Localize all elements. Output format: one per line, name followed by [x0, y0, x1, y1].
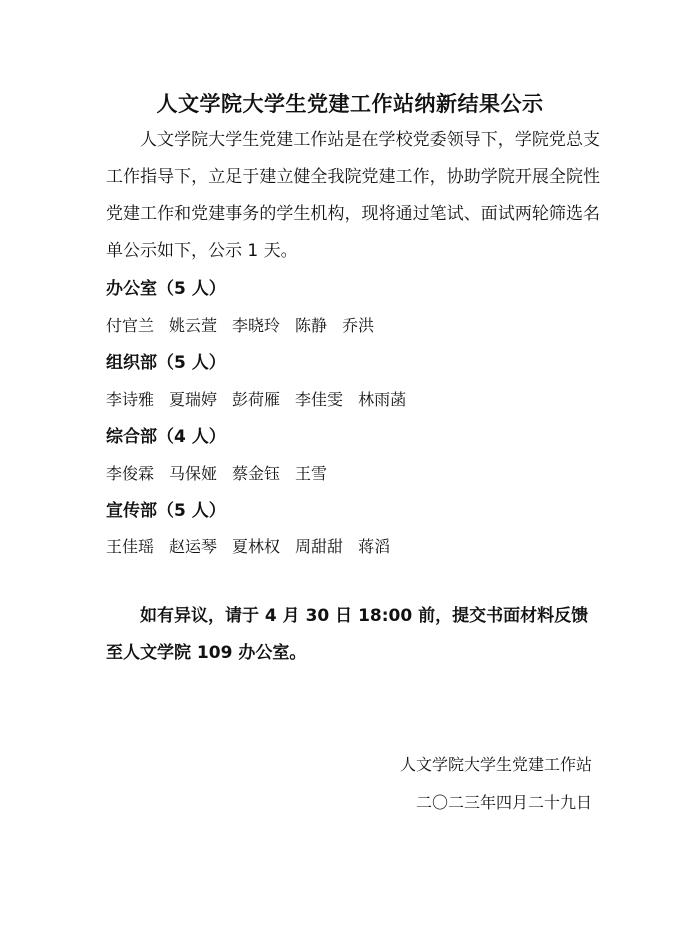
objection-notice: 如有异议，请于 4 月 30 日 18:00 前，提交书面材料反馈至人文学院 109 办公室。	[106, 606, 589, 663]
member-name: 夏林权	[232, 537, 281, 556]
section-title-general: 综合部（4 人）	[106, 427, 226, 447]
member-name: 蒋滔	[358, 537, 391, 556]
member-name: 姚云萱	[169, 316, 218, 335]
member-name: 乔洪	[342, 316, 375, 335]
member-name: 李诗雅	[106, 390, 155, 409]
member-name: 马保娅	[169, 464, 218, 483]
member-name: 王佳瑶	[106, 537, 155, 556]
member-name: 夏瑞婷	[169, 390, 218, 409]
member-name: 彭荷雁	[232, 390, 281, 409]
name-list-office	[106, 313, 374, 336]
signature-org: 人文学院大学生党建工作站	[399, 755, 592, 774]
member-name: 林雨菡	[358, 390, 407, 409]
section-title-publicity: 宣传部（5 人）	[106, 501, 226, 521]
member-name: 李晓玲	[232, 316, 281, 335]
section-title-office: 办公室（5 人）	[106, 279, 226, 299]
member-name: 李俊霖	[106, 464, 155, 483]
member-name: 王雪	[295, 464, 328, 483]
member-name: 蔡金钰	[232, 464, 281, 483]
member-name: 付官兰	[106, 316, 155, 335]
member-name: 李佳雯	[295, 390, 344, 409]
name-list-organization	[106, 387, 406, 410]
signature-date: 二〇二三年四月二十九日	[415, 793, 592, 812]
name-list-general	[106, 461, 327, 484]
member-name: 周甜甜	[295, 537, 344, 556]
member-name: 陈静	[295, 316, 328, 335]
name-list-publicity	[106, 534, 390, 557]
intro-paragraph: 人文学院大学生党建工作站是在学校党委领导下，学院党总支工作指导下，立足于建立健全我院党建工作，协助学院开展全院性党建工作和党建事务的学生机构，现将通过笔试、面试两轮筛选名单公示如下，公示 1 天。	[106, 130, 600, 261]
section-title-organization: 组织部（5 人）	[106, 353, 226, 373]
document-title: 人文学院大学生党建工作站纳新结果公示	[156, 92, 544, 116]
member-name: 赵运琴	[169, 537, 218, 556]
